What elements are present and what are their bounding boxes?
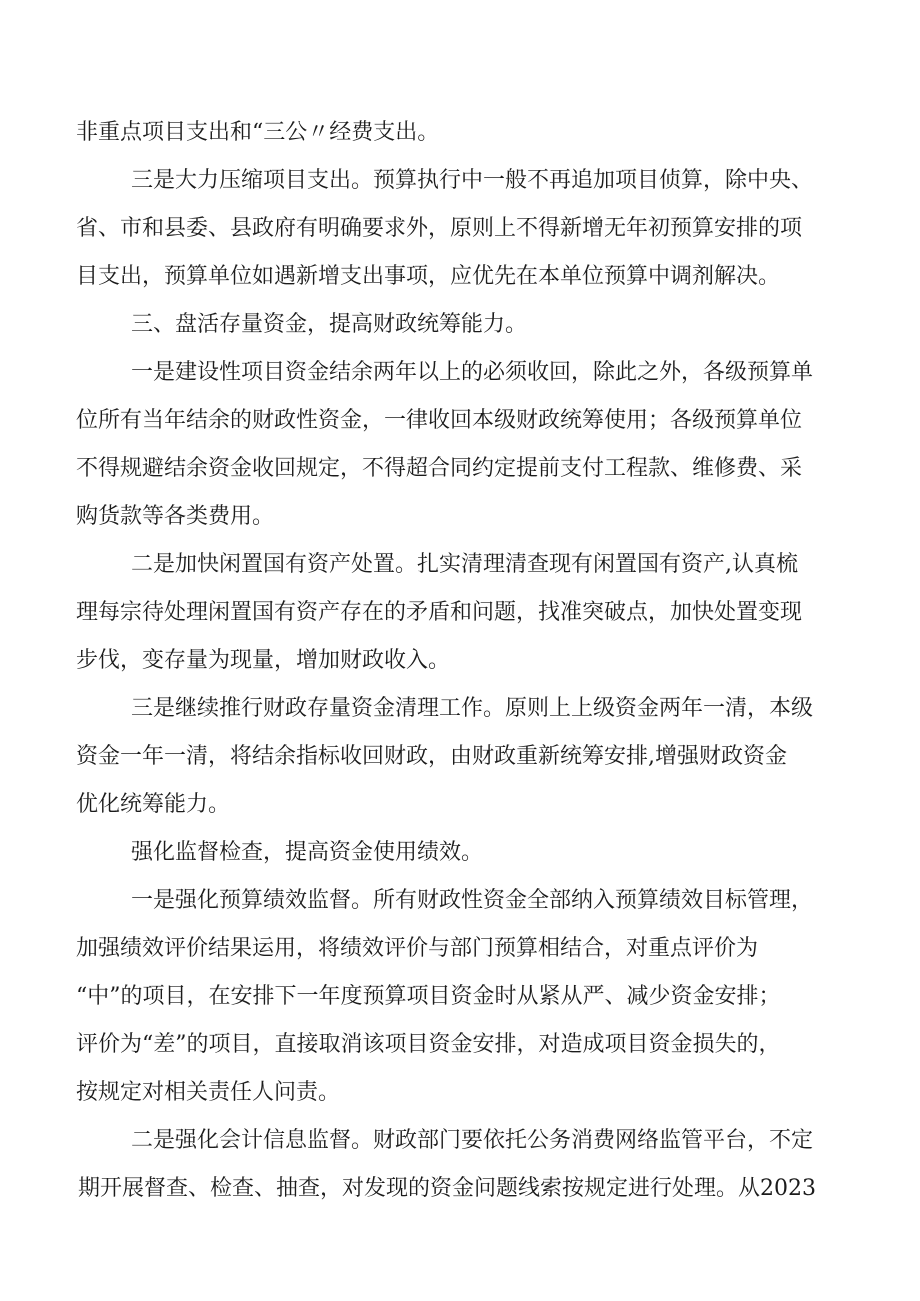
- section-heading: 强化监督检查，提高资金使用绩效。: [131, 840, 484, 865]
- paragraph-line: 二是强化会计信息监督。财政部门要依托公务消费网络监管平台，不定: [131, 1128, 814, 1153]
- text-line: 省、市和县委、县政府有明确要求外，原则上不得新增无年初预算安排的项: [76, 216, 803, 241]
- text-line: 评价为“差”的项目，直接取消该项目资金安排，对造成项目资金损失的，: [76, 1032, 781, 1057]
- section-heading: 三、盘活存量资金，提高财政统筹能力。: [131, 312, 528, 337]
- text-line: 优化统筹能力。: [76, 792, 231, 817]
- text-line: 购货款等各类费用。: [76, 504, 275, 529]
- paragraph-line: 一是强化预算绩效监督。所有财政性资金全部纳入预算绩效目标管理，: [131, 888, 814, 913]
- text-line: 加强绩效评价结果运用，将绩效评价与部门预算相结合，对重点评价为: [76, 936, 759, 961]
- text-line: 按规定对相关责任人问责。: [76, 1080, 341, 1105]
- text-line: 目支出，预算单位如遇新增支出事项，应优先在本单位预算中调剂解决。: [76, 264, 781, 289]
- text-line: 位所有当年结余的财政性资金，一律收回本级财政统筹使用；各级预算单位: [76, 408, 803, 433]
- paragraph-line: 一是建设性项目资金结余两年以上的必须收回，除此之外，各级预算单: [131, 360, 814, 385]
- text-line: 非重点项目支出和“三公〃经费支出。: [76, 120, 440, 145]
- text-line: 步伐，变存量为现量，增加财政收入。: [76, 648, 451, 673]
- text-line: “中”的项目，在安排下一年度预算项目资金时从紧从严、减少资金安排；: [76, 984, 781, 1009]
- text-line: 期开展督查、检查、抽查，对发现的资金问题线索按规定进行处理。从2023: [78, 1176, 816, 1201]
- paragraph-line: 三是大力压缩项目支出。预算执行中一般不再追加项目侦算，除中央、: [131, 168, 814, 193]
- paragraph-line: 二是加快闲置国有资产处置。扎实清理清查现有闲置国有资产,认真梳: [131, 552, 798, 577]
- text-line: 资金一年一清，将结余指标收回财政，由财政重新统筹安排,增强财政资金: [76, 744, 787, 769]
- text-line: 理每宗待处理闲置国有资产存在的矛盾和问题，找准突破点，加快处置变现: [76, 600, 803, 625]
- paragraph-line: 三是继续推行财政存量资金清理工作。原则上上级资金两年一清，本级: [131, 696, 814, 721]
- text-line: 不得规避结余资金收回规定，不得超合同约定提前支付工程款、维修费、采: [76, 456, 803, 481]
